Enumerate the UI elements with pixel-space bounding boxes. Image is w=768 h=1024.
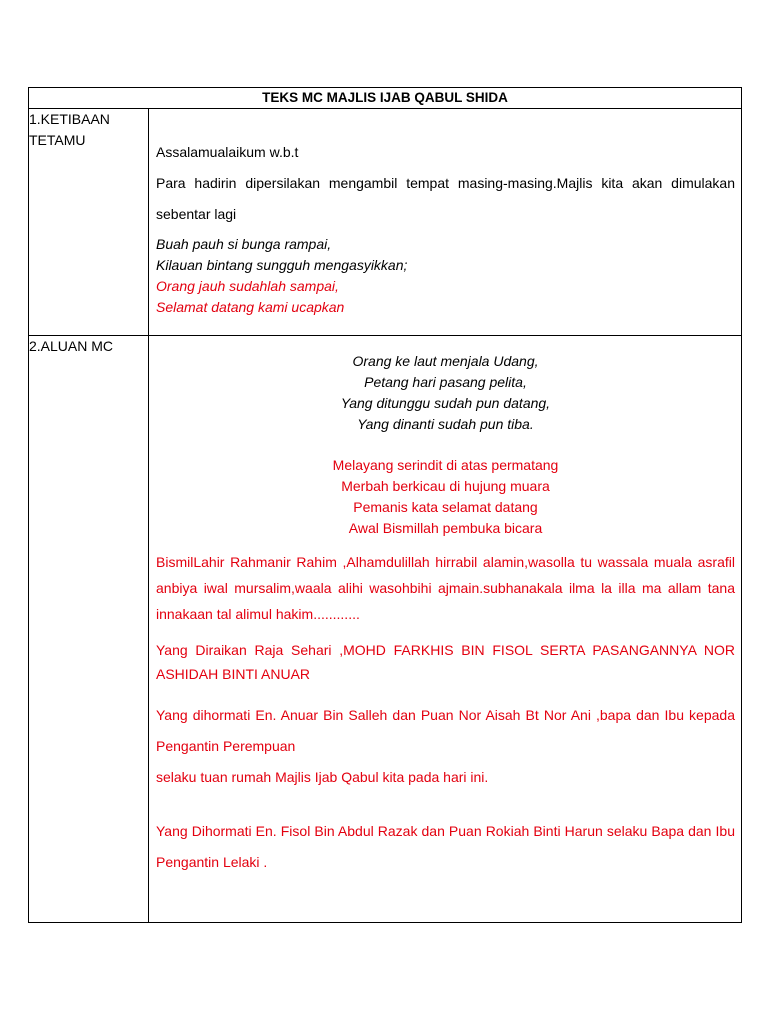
section-label [29,336,149,923]
pantun-line: Petang hari pasang pelita, [364,374,527,390]
table-row [29,109,742,336]
document-title: TEKS MC MAJLIS IJAB QABUL SHIDA [29,88,742,109]
section-label-line: 1.KETIBAAN [29,111,110,127]
section-content [149,336,742,923]
pantun-line: Awal Bismillah pembuka bicara [348,520,543,536]
pantun-line: Merbah berkicau di hujung muara [341,478,550,494]
pantun-welcome [156,455,735,539]
groom-parents-paragraph: Yang Dihormati En. Fisol Bin Abdul Razak dan Puan Rokiah Binti Harun selaku Bapa dan Ibu Pengantin Lelaki . [156,823,735,870]
title-row [29,88,742,109]
section-content [149,109,742,336]
pantun-line: Orang ke laut menjala Udang, [352,353,539,369]
host-line: selaku tuan rumah Majlis Ijab Qabul kita pada hari ini. [156,769,489,785]
pantun-line: Yang dinanti sudah pun tiba. [357,416,534,432]
pantun-line: Melayang serindit di atas permatang [332,457,559,473]
raja-sehari-paragraph: Yang Diraikan Raja Sehari ,MOHD FARKHIS BIN FISOL SERTA PASANGANNYA NOR ASHIDAH BINTI ANUAR [156,642,735,682]
bride-parents-paragraph: Yang dihormati En. Anuar Bin Salleh dan Puan Nor Aisah Bt Nor Ani ,bapa dan Ibu kepada Pengantin Perempuan [156,707,735,754]
pantun-line: Selamat datang kami ucapkan [156,299,345,315]
table-row [29,336,742,923]
greeting-text: Assalamualaikum w.b.t [156,144,299,160]
pantun-opening [156,351,735,435]
section-label [29,109,149,336]
pantun-lines [156,234,735,318]
pantun-line: Yang ditunggu sudah pun datang, [340,395,551,411]
invite-paragraph: Para hadirin dipersilakan mengambil tempat masing-masing.Majlis kita akan dimulakan sebentar lagi [156,175,735,222]
pantun-line: Buah pauh si bunga rampai, [156,236,332,252]
pantun-line: Orang jauh sudahlah sampai, [156,278,339,294]
pantun-line: Pemanis kata selamat datang [353,499,538,515]
pantun-line: Kilauan bintang sungguh mengasyikkan; [156,257,408,273]
section-label-line: TETAMU [29,132,86,148]
section-label-line: 2.ALUAN MC [29,338,114,354]
bismillah-paragraph: BismilLahir Rahmanir Rahim ,Alhamdulillah hirrabil alamin,wasolla tu wassala muala asrafil anbiya iwal mursalim,waala alihi wasohbihi ajmain.subhanakala ilma la illa ma allam tana innakaan tal alimul hakim............ [156,554,735,622]
mc-script-table [28,87,742,923]
